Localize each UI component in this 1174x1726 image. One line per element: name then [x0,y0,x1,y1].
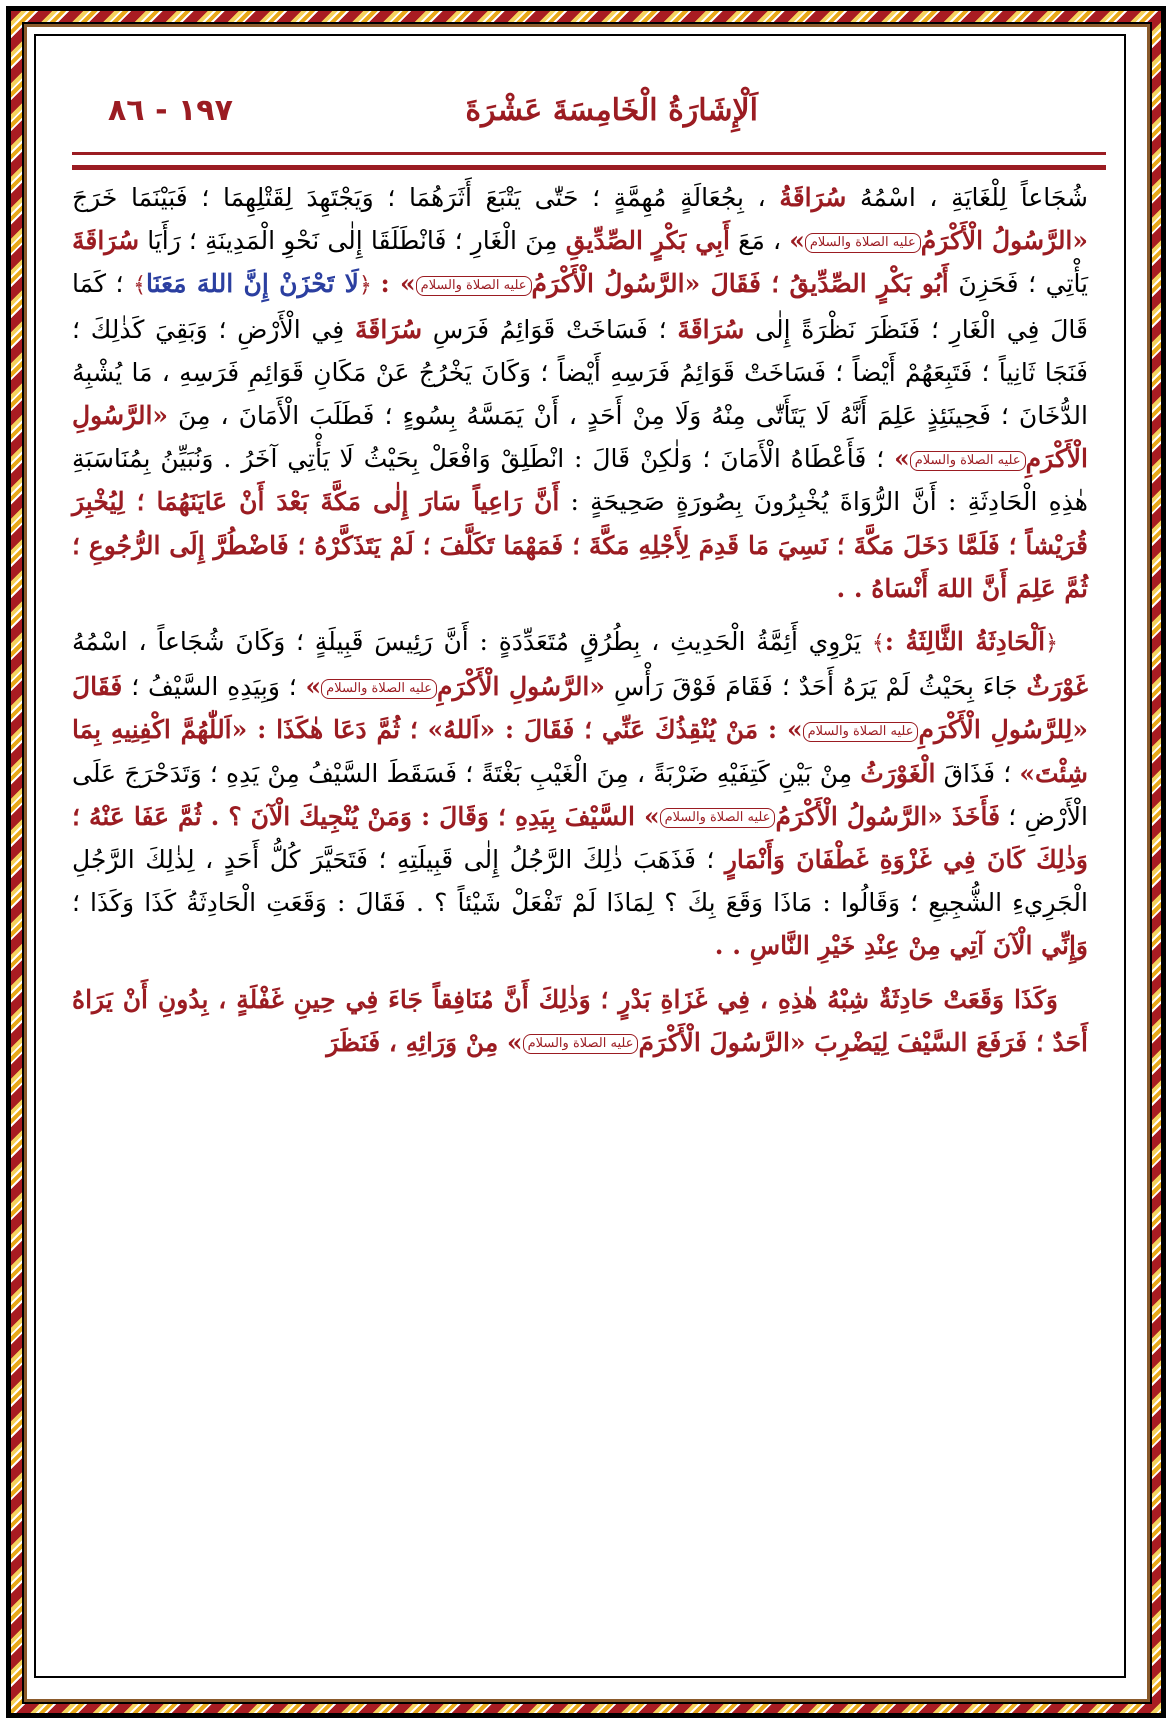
emphasis-text: فَقَالَ «لِلرَّسُولِ الْأَكْرَمِ [72,672,1089,745]
header-divider [72,152,1106,170]
page-range: ١٩٧ - ٨٦ [108,93,233,128]
body-run: فِي الْأَرْضِ ؛ وَبَقِيَ كَذٰلِكَ ؛ فَنَجَا ثَانِياً ؛ فَتَبِعَهُمْ أَيْضاً ؛ فَسَاخَتْ قَوَائِمُ فَرَسِهِ أَيْضاً ؛ وَكَانَ يَخْرُجُ عَنْ مَكَانِ قَوَائِمِ فَرَسِهِ ، مَا يُشْبِهُ الدُّخَانَ ؛ فَحِينَئِذٍ عَلِمَ أَنَّهُ لَا يَتَأَتّٰى مِنْهُ وَلَا مِنْ أَحَدٍ ، أَنْ يَمَسَّهُ بِسُوءٍ ؛ فَطَلَبَ الْأَمَانَ ، مِنَ [72,314,1088,431]
body-run: ، مَعَ [730,226,790,256]
chapter-title: اَلْإِشَارَةُ الْخَامِسَةَ عَشْرَةَ [465,93,758,128]
body-run: ؛ فَذَاقَ [935,758,1020,788]
honorific-glyph-icon: عليه الصلاة والسلام [416,276,532,296]
page-header [72,91,1088,151]
emphasis-text: سُرَاقَةُ [779,183,847,212]
emphasis-text: سُرَاقَةَ [354,314,423,344]
emphasis-text: فَأَخَذَ «الرَّسُولُ الْأَكْرَمُ [775,801,1001,831]
ornamental-bracket-icon: ﴾ [133,273,146,299]
honorific-glyph-icon: عليه الصلاة والسلام [803,722,919,742]
emphasis-text: » : [380,269,416,299]
page-sheet [34,34,1126,1678]
honorific-glyph-icon: عليه الصلاة والسلام [910,451,1026,471]
body-run: ؛ فَذَهَبَ ذٰلِكَ الرَّجُلُ إِلٰى قَبِيلَتِهِ ؛ فَتَحَيَّرَ كُلُّ أَحَدٍ ، لِذٰلِكَ الرَّجُلِ الْجَرِيءِ الشُّجِيعِ ؛ وَقَالُوا : مَاذَا وَقَعَ بِكَ ؟ لِمَاذَا لَمْ تَفْعَلْ شَيْئاً ؟ . فَقَالَ : وَقَعَتِ الْحَادِثَةُ كَذَا وَكَذَا ؛ [72,845,1088,918]
emphasis-text: » السَّيْفَ بِيَدِهِ ؛ وَقَالَ : وَمَنْ يُنْجِيكَ الْآنَ ؟ . ثُمَّ عَفَا عَنْهُ ؛ وَذٰلِكَ كَانَ فِي غَزْوَةِ غَطْفَانَ وَأَنْمَارٍ [72,801,1088,875]
honorific-glyph-icon: عليه الصلاة والسلام [321,679,437,699]
body-run: شُجَاعاً لِلْغَايَةِ ، اسْمُهُ [846,183,1088,212]
emphasis-text: الْغَوْرَثُ [860,758,936,788]
emphasis-text: » [894,444,910,474]
body-run: ، بِجُعَالَةٍ مُهِمَّةٍ ؛ حَتّٰى يَتْبَعَ أَثَرَهُمَا ؛ وَيَجْتَهِدَ لِقَتْلِهِمَا ؛ فَبَيْنَمَا خَرَجَ [72,183,780,212]
honorific-glyph-icon: عليه الصلاة والسلام [660,808,776,828]
emphasis-text: سُرَاقَةَ [72,226,140,256]
body-run: جَاءَ بِحَيْثُ لَمْ يَرَهُ أَحَدٌ ؛ فَقَامَ فَوْقَ رَأْسِ [605,672,1027,702]
body-run: يَأْتِي ؛ فَحَزِنَ [948,269,1089,299]
emphasis-text: اَلْحَادِثَةُ الثَّالِثَةُ : [884,627,1046,657]
body-run: مِنَ الْغَارِ ؛ فَانْطَلَقَا إِلٰى نَحْوِ الْمَدِينَةِ ؛ رَأَيَا [139,226,566,256]
emphasis-text: أَبُو بَكْرٍ الصِّدِّيقُ ؛ فَقَالَ «الرَّسُولُ الْأَكْرَمُ [531,269,949,299]
paragraph [72,620,1088,968]
body-run: ؛ فَأَعْطَاهُ الْأَمَانَ ؛ وَلٰكِنْ قَالَ : انْطَلِقْ وَافْعَلْ بِحَيْثُ لَا يَأْتِي آخَرُ . وَنُبَيِّنُ بِمُنَاسَبَةِ هٰذِهِ الْحَادِثَةِ : أَنَّ الرُّوَاةَ يُخْبِرُونَ بِصُورَةٍ صَحِيحَةٍ : [72,444,1088,517]
emphasis-text: وَإِنِّي الْآنَ آتِي مِنْ عِنْدِ خَيْرِ النَّاسِ . . [714,931,1088,961]
emphasis-text: «الرَّسُولُ الْأَكْرَمُ [920,226,1089,256]
body-run: يَرْوِي أَئِمَّةُ الْحَدِيثِ ، بِطُرُقٍ مُتَعَدِّدَةٍ : أَنَّ رَئِيسَ قَبِيلَةٍ ؛ وَكَانَ شُجَاعاً ، اسْمُهُ [72,627,872,657]
body-run: مِنْ بَيْنِ كَتِفَيْهِ ضَرْبَةً ، مِنَ الْغَيْبِ بَغْتَةً ؛ فَسَقَطَ السَّيْفُ مِنْ يَدِهِ ؛ وَتَدَحْرَجَ عَلَى الْأَرْضِ ؛ [72,758,1088,831]
honorific-glyph-icon: عليه الصلاة والسلام [805,233,921,253]
emphasis-text: سُرَاقَةَ [677,314,745,344]
emphasis-text: » مِنْ وَرَائِهِ ، فَنَظَرَ [326,1027,523,1057]
quran-quote: لَا تَحْزَنْ إِنَّ اللهَ مَعَنَا [145,269,359,299]
emphasis-text: أَبِي بَكْرٍ الصِّدِّيقِ [565,226,730,256]
ornamental-bracket-icon: ﴿ [358,273,381,299]
body-text [72,176,1088,1064]
emphasis-text: غَوْرَثٌ [1026,672,1088,702]
emphasis-text: وَكَذَا وَقَعَتْ حَادِثَةٌ شِبْهُ هٰذِهِ ، فِي غَزَاةِ بَدْرٍ ؛ وَذٰلِكَ أَنَّ مُنَافِقاً جَاءَ فِي حِينِ غَفْلَةٍ ، بِدُونِ أَنْ يَرَاهُ أَحَدٌ ؛ فَرَفَعَ السَّيْفَ لِيَضْرِبَ «الرَّسُولَ الْأَكْرَمَ [72,984,1088,1057]
paragraph [72,978,1088,1064]
body-run: ؛ فَسَاخَتْ قَوَائِمُ فَرَسِ [422,314,678,344]
body-run: ؛ كَمَا قَالَ فِي الْغَارِ ؛ فَنَظَرَ نَظْرَةً إِلٰى [72,269,1089,344]
ornamental-bracket-icon: ﴿ [1045,631,1058,657]
emphasis-text: » : مَنْ يُنْقِذُكَ عَنِّي ؛ فَقَالَ : «اَللهُ» ؛ ثُمَّ دَعَا هٰكَذَا : «اَللّٰهُمَّ اكْفِنِيهِ بِمَا شِئْتَ» [72,715,1089,788]
emphasis-text: » [305,672,322,702]
body-run: ؛ وَبِيَدِهِ السَّيْفُ ؛ [122,672,306,702]
emphasis-text: أَنَّ رَاعِياً سَارَ إِلٰى مَكَّةَ بَعْدَ أَنْ عَايَنَهُمَا ؛ لِيُخْبِرَ قُرَيْشاً ؛ فَلَمَّا دَخَلَ مَكَّةَ ؛ نَسِيَ مَا قَدِمَ لِأَجْلِهِ مَكَّةَ ؛ فَمَهْمَا تَكَلَّفَ ؛ لَمْ يَتَذَكَّرْهُ ؛ فَاضْطُرَّ إِلَى الرُّجُوعِ ؛ ثُمَّ عَلِمَ أَنَّ اللهَ أَنْسَاهُ . . [72,487,1088,603]
honorific-glyph-icon: عليه الصلاة والسلام [523,1034,639,1054]
emphasis-text: «الرَّسُولِ الْأَكْرَمِ [72,401,1088,474]
emphasis-text: «الرَّسُولِ الْأَكْرَمِ [437,672,606,702]
emphasis-text: » [789,226,805,256]
paragraph [72,176,1088,610]
ornamental-bracket-icon: ﴾ [871,631,885,657]
